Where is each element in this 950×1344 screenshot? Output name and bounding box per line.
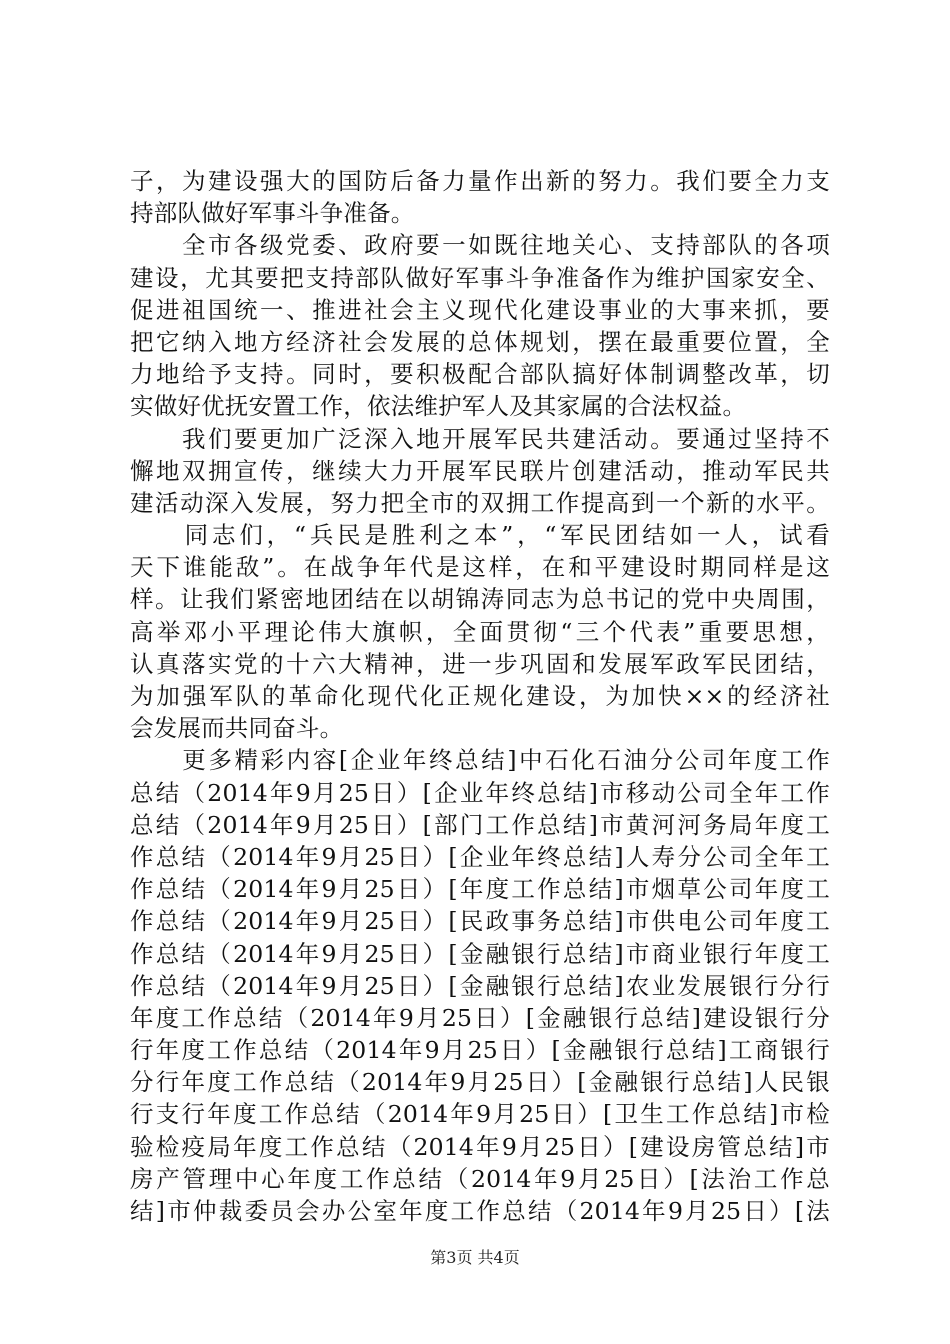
text-line: 作总结（2014年9月25日）[企业年终总结]人寿分公司全年工: [130, 842, 830, 871]
text-line: 年度工作总结（2014年9月25日）[金融银行总结]建设银行分: [130, 1003, 830, 1032]
text-line: 懈地双拥宣传，继续大力开展军民联片创建活动，推动军民共: [130, 456, 830, 485]
text-line: 我们要更加广泛深入地开展军民共建活动。要通过坚持不: [130, 424, 830, 453]
text-line: 作总结（2014年9月25日）[民政事务总结]市供电公司年度工: [130, 907, 830, 936]
text-line: 子，为建设强大的国防后备力量作出新的努力。我们要全力支: [130, 167, 830, 195]
text-line: 结]市仲裁委员会办公室年度工作总结（2014年9月25日）[法: [130, 1197, 830, 1225]
text-line: 样。让我们紧密地团结在以胡锦涛同志为总书记的党中央周围，: [130, 585, 830, 614]
text-line: 作总结（2014年9月25日）[金融银行总结]农业发展银行分行: [130, 971, 830, 1000]
text-line: 高举邓小平理论伟大旗帜，全面贯彻“三个代表”重要思想，: [130, 617, 830, 646]
text-line: 力地给予支持。同时，要积极配合部队搞好体制调整改革，切: [130, 360, 830, 389]
text-line: 天下谁能敌”。在战争年代是这样，在和平建设时期同样是这: [130, 553, 830, 582]
text-line: 把它纳入地方经济社会发展的总体规划，摆在最重要位置，全: [130, 327, 830, 356]
text-line: 验检疫局年度工作总结（2014年9月25日）[建设房管总结]市: [130, 1132, 830, 1161]
text-line: 持部队做好军事斗争准备。: [130, 199, 415, 228]
text-line: 更多精彩内容[企业年终总结]中石化石油分公司年度工作: [130, 746, 830, 775]
text-line: 会发展而共同奋斗。: [130, 714, 344, 743]
text-line: 行支行年度工作总结（2014年9月25日）[卫生工作总结]市检: [130, 1100, 830, 1129]
text-line: 房产管理中心年度工作总结（2014年9月25日）[法治工作总: [130, 1164, 830, 1193]
page-footer: 第3页 共4页: [430, 1248, 520, 1267]
text-line: 促进祖国统一、推进社会主义现代化建设事业的大事来抓，要: [130, 295, 830, 324]
text-line: 同志们，“兵民是胜利之本”，“军民团结如一人，试看: [130, 521, 830, 550]
text-line: 为加强军队的革命化现代化正规化建设，为加快××的经济社: [130, 682, 830, 710]
text-line: 作总结（2014年9月25日）[金融银行总结]市商业银行年度工: [130, 939, 830, 968]
text-line: 分行年度工作总结（2014年9月25日）[金融银行总结]人民银: [130, 1068, 830, 1097]
document-body: [130, 165, 830, 1227]
text-line: 行年度工作总结（2014年9月25日）[金融银行总结]工商银行: [130, 1036, 830, 1065]
text-line: 总结（2014年9月25日）[部门工作总结]市黄河河务局年度工: [130, 810, 830, 839]
text-line: 实做好优抚安置工作，依法维护军人及其家属的合法权益。: [130, 392, 747, 421]
text-line: 全市各级党委、政府要一如既往地关心、支持部队的各项: [130, 231, 830, 260]
text-line: 作总结（2014年9月25日）[年度工作总结]市烟草公司年度工: [130, 875, 830, 904]
text-line: 认真落实党的十六大精神，进一步巩固和发展军政军民团结，: [130, 649, 830, 678]
text-line: 建活动深入发展，努力把全市的双拥工作提高到一个新的水平。: [130, 488, 830, 517]
text-line: 建设，尤其要把支持部队做好军事斗争准备作为维护国家安全、: [130, 263, 830, 292]
text-line: 总结（2014年9月25日）[企业年终总结]市移动公司全年工作: [130, 778, 830, 807]
